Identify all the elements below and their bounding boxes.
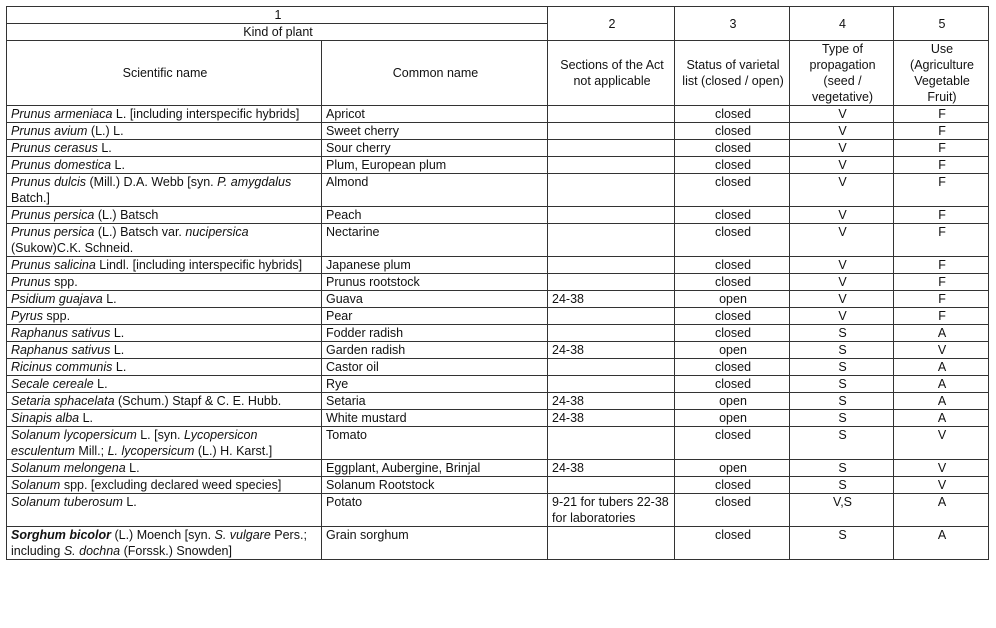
scientific-name-part: L. (97, 141, 112, 155)
status-cell: closed (675, 527, 790, 560)
table-row (7, 325, 989, 342)
plant-kinds-table (6, 6, 989, 560)
use-cell: A (894, 410, 989, 427)
scientific-name-part: S. dochna (63, 544, 121, 558)
use-cell: A (894, 359, 989, 376)
table-row (7, 123, 989, 140)
propagation-cell: V (790, 308, 894, 325)
common-name-cell: Potato (322, 494, 548, 527)
use-cell: A (894, 494, 989, 527)
scientific-name-part: L. (112, 360, 127, 374)
status-cell: open (675, 460, 790, 477)
propagation-cell: S (790, 376, 894, 393)
scientific-name-part: spp. (50, 275, 78, 289)
propagation-cell: S (790, 359, 894, 376)
scientific-name-cell (7, 257, 322, 274)
scientific-name-part: P. amygdalus (217, 175, 292, 189)
scientific-name-part: Psidium guajava (11, 292, 103, 306)
scientific-name-cell (7, 494, 322, 527)
propagation-cell: S (790, 477, 894, 494)
sections-cell (548, 123, 675, 140)
sections-cell (548, 274, 675, 291)
scientific-name-part: spp. (42, 309, 71, 323)
scientific-name-part: (L.) Batsch (94, 208, 159, 222)
table-row (7, 291, 989, 308)
common-name-cell: Rye (322, 376, 548, 393)
column-1-number: 1 (7, 7, 548, 24)
scientific-name-part: (L.) Batsch var. (94, 225, 186, 239)
scientific-name-part: Raphanus sativus (11, 326, 111, 340)
use-cell: A (894, 393, 989, 410)
scientific-name-part: L. (93, 377, 108, 391)
common-name-cell: Fodder radish (322, 325, 548, 342)
common-name-cell: Nectarine (322, 224, 548, 257)
use-cell: F (894, 207, 989, 224)
use-cell: F (894, 140, 989, 157)
use-cell: F (894, 224, 989, 257)
status-cell: closed (675, 174, 790, 207)
scientific-name-part: (Schum.) Stapf & C. E. Hubb. (114, 394, 282, 408)
propagation-cell: V (790, 106, 894, 123)
column-4-number: 4 (790, 7, 894, 41)
status-header: Status of varietal list (closed / open) (675, 41, 790, 106)
sections-cell (548, 224, 675, 257)
scientific-name-cell (7, 123, 322, 140)
scientific-name-part: L. (122, 495, 137, 509)
scientific-name-part: Lindl. [including interspecific hybrids] (95, 258, 303, 272)
status-cell: open (675, 291, 790, 308)
common-name-header: Common name (322, 41, 548, 106)
table-row (7, 207, 989, 224)
common-name-cell: Solanum Rootstock (322, 477, 548, 494)
propagation-cell: V,S (790, 494, 894, 527)
propagation-cell: V (790, 291, 894, 308)
scientific-name-part: Solanum lycopersicum (11, 428, 137, 442)
column-5-number: 5 (894, 7, 989, 41)
common-name-cell: Eggplant, Aubergine, Brinjal (322, 460, 548, 477)
scientific-name-part: (Forssk.) Snowden] (120, 544, 232, 558)
propagation-cell: S (790, 342, 894, 359)
common-name-cell: Apricot (322, 106, 548, 123)
sections-cell (548, 427, 675, 460)
sections-cell: 24-38 (548, 460, 675, 477)
sections-cell (548, 376, 675, 393)
propagation-cell: V (790, 123, 894, 140)
scientific-name-part: Pers.; including (11, 528, 307, 558)
scientific-name-part: Prunus persica (11, 225, 95, 239)
sections-cell (548, 106, 675, 123)
scientific-name-part: Sorghum bicolor (11, 528, 111, 542)
scientific-name-part: (L.) Moench [syn. (111, 528, 215, 542)
propagation-cell: V (790, 140, 894, 157)
table-row (7, 224, 989, 257)
use-cell: A (894, 527, 989, 560)
sections-cell (548, 527, 675, 560)
use-cell: V (894, 477, 989, 494)
scientific-name-cell (7, 376, 322, 393)
table-row (7, 427, 989, 460)
propagation-cell: V (790, 174, 894, 207)
kind-of-plant-header: Kind of plant (7, 24, 548, 41)
scientific-name-cell (7, 140, 322, 157)
propagation-cell: S (790, 393, 894, 410)
scientific-name-part: Prunus avium (11, 124, 88, 138)
scientific-name-part: Prunus cerasus (11, 141, 98, 155)
table-row (7, 174, 989, 207)
common-name-cell: Tomato (322, 427, 548, 460)
status-cell: open (675, 393, 790, 410)
sections-cell (548, 359, 675, 376)
use-cell: F (894, 308, 989, 325)
scientific-name-part: Ricinus communis (11, 360, 113, 374)
common-name-cell: Pear (322, 308, 548, 325)
scientific-name-part: L. (125, 461, 140, 475)
scientific-name-part: Batch.] (11, 191, 50, 205)
use-cell: F (894, 106, 989, 123)
propagation-cell: S (790, 410, 894, 427)
scientific-name-cell (7, 308, 322, 325)
use-cell: F (894, 257, 989, 274)
scientific-name-cell (7, 393, 322, 410)
scientific-name-part: Raphanus sativus (11, 343, 111, 357)
status-cell: closed (675, 140, 790, 157)
propagation-cell: S (790, 325, 894, 342)
status-cell: closed (675, 224, 790, 257)
table-row (7, 106, 989, 123)
status-cell: closed (675, 376, 790, 393)
common-name-cell: Prunus rootstock (322, 274, 548, 291)
scientific-name-part: Sinapis alba (11, 411, 80, 425)
scientific-name-part: L. (102, 292, 117, 306)
scientific-name-part: Prunus domestica (11, 158, 112, 172)
table-row (7, 257, 989, 274)
propagation-cell: V (790, 224, 894, 257)
sections-cell (548, 157, 675, 174)
scientific-name-cell (7, 106, 322, 123)
scientific-name-part: Setaria sphacelata (11, 394, 115, 408)
scientific-name-cell (7, 527, 322, 560)
scientific-name-part: Prunus persica (11, 208, 95, 222)
status-cell: closed (675, 207, 790, 224)
scientific-name-cell (7, 460, 322, 477)
scientific-name-part: Prunus dulcis (11, 175, 87, 189)
use-cell: F (894, 157, 989, 174)
sections-cell (548, 140, 675, 157)
scientific-name-cell (7, 359, 322, 376)
table-row (7, 376, 989, 393)
status-cell: closed (675, 106, 790, 123)
common-name-cell: Garden radish (322, 342, 548, 359)
scientific-name-part: nucipersica (185, 225, 249, 239)
scientific-name-part: Lycopersicon esculentum (11, 428, 258, 458)
sections-cell: 24-38 (548, 342, 675, 359)
table-row (7, 308, 989, 325)
column-3-number: 3 (675, 7, 790, 41)
propagation-cell: S (790, 460, 894, 477)
scientific-name-part: Solanum melongena (11, 461, 126, 475)
scientific-name-cell (7, 224, 322, 257)
propagation-cell: S (790, 427, 894, 460)
propagation-header: Type of propagation (seed / vegetative) (790, 41, 894, 106)
status-cell: closed (675, 477, 790, 494)
common-name-cell: White mustard (322, 410, 548, 427)
common-name-cell: Japanese plum (322, 257, 548, 274)
propagation-cell: V (790, 257, 894, 274)
table-row (7, 494, 989, 527)
status-cell: open (675, 342, 790, 359)
sections-cell (548, 207, 675, 224)
status-cell: closed (675, 123, 790, 140)
scientific-name-part: Mill.; (74, 444, 108, 458)
propagation-cell: V (790, 274, 894, 291)
scientific-name-cell (7, 410, 322, 427)
use-cell: F (894, 174, 989, 207)
column-2-number: 2 (548, 7, 675, 41)
use-cell: V (894, 427, 989, 460)
status-cell: closed (675, 274, 790, 291)
scientific-name-cell (7, 274, 322, 291)
use-cell: F (894, 123, 989, 140)
sections-cell (548, 257, 675, 274)
common-name-cell: Setaria (322, 393, 548, 410)
sections-cell (548, 325, 675, 342)
sections-cell (548, 477, 675, 494)
use-cell: F (894, 274, 989, 291)
status-cell: closed (675, 427, 790, 460)
scientific-name-part: L. (111, 158, 125, 172)
scientific-name-part: Prunus (11, 275, 51, 289)
scientific-name-part: Pyrus (11, 309, 43, 323)
sections-cell (548, 308, 675, 325)
table-body (7, 106, 989, 560)
common-name-cell: Plum, European plum (322, 157, 548, 174)
sections-header: Sections of the Act not applicable (548, 41, 675, 106)
table-row (7, 527, 989, 560)
scientific-name-header: Scientific name (7, 41, 322, 106)
scientific-name-part: Prunus salicina (11, 258, 96, 272)
propagation-cell: S (790, 527, 894, 560)
scientific-name-cell (7, 291, 322, 308)
table-row (7, 274, 989, 291)
common-name-cell: Guava (322, 291, 548, 308)
propagation-cell: V (790, 157, 894, 174)
sections-cell: 24-38 (548, 410, 675, 427)
scientific-name-cell (7, 157, 322, 174)
table-row (7, 410, 989, 427)
sections-cell: 24-38 (548, 291, 675, 308)
scientific-name-part: (Sukow)C.K. Schneid. (11, 241, 134, 255)
common-name-cell: Peach (322, 207, 548, 224)
scientific-name-part: L. (110, 343, 125, 357)
common-name-cell: Sweet cherry (322, 123, 548, 140)
use-cell: V (894, 460, 989, 477)
status-cell: closed (675, 359, 790, 376)
sections-cell (548, 174, 675, 207)
scientific-name-part: L. [including interspecific hybrids] (112, 107, 300, 121)
status-cell: closed (675, 157, 790, 174)
scientific-name-cell (7, 342, 322, 359)
scientific-name-cell (7, 325, 322, 342)
table-row (7, 140, 989, 157)
use-cell: A (894, 325, 989, 342)
sections-cell: 24-38 (548, 393, 675, 410)
table-row (7, 477, 989, 494)
scientific-name-cell (7, 207, 322, 224)
use-cell: F (894, 291, 989, 308)
status-cell: open (675, 410, 790, 427)
scientific-name-part: (Mill.) D.A. Webb [syn. (86, 175, 218, 189)
table-row (7, 359, 989, 376)
scientific-name-part: L. (79, 411, 94, 425)
scientific-name-part: Solanum (11, 478, 61, 492)
scientific-name-part: L. (110, 326, 125, 340)
scientific-name-part: L. [syn. (136, 428, 184, 442)
scientific-name-part: spp. [excluding declared weed species] (60, 478, 282, 492)
scientific-name-part: (L.) H. Karst.] (194, 444, 273, 458)
scientific-name-part: Solanum tuberosum (11, 495, 123, 509)
table-row (7, 460, 989, 477)
table-row (7, 342, 989, 359)
scientific-name-part: L. lycopersicum (107, 444, 195, 458)
use-cell: V (894, 342, 989, 359)
scientific-name-part: Prunus armeniaca (11, 107, 113, 121)
scientific-name-part: S. vulgare (214, 528, 271, 542)
scientific-name-cell (7, 427, 322, 460)
common-name-cell: Sour cherry (322, 140, 548, 157)
status-cell: closed (675, 257, 790, 274)
common-name-cell: Almond (322, 174, 548, 207)
status-cell: closed (675, 308, 790, 325)
scientific-name-cell (7, 174, 322, 207)
propagation-cell: V (790, 207, 894, 224)
sections-cell: 9-21 for tubers 22-38 for laboratories (548, 494, 675, 527)
common-name-cell: Castor oil (322, 359, 548, 376)
status-cell: closed (675, 325, 790, 342)
table-row (7, 157, 989, 174)
common-name-cell: Grain sorghum (322, 527, 548, 560)
use-cell: A (894, 376, 989, 393)
use-header: Use (Agriculture Vegetable Fruit) (894, 41, 989, 106)
scientific-name-part: (L.) L. (87, 124, 124, 138)
scientific-name-cell (7, 477, 322, 494)
status-cell: closed (675, 494, 790, 527)
table-row (7, 393, 989, 410)
scientific-name-part: Secale cereale (11, 377, 94, 391)
